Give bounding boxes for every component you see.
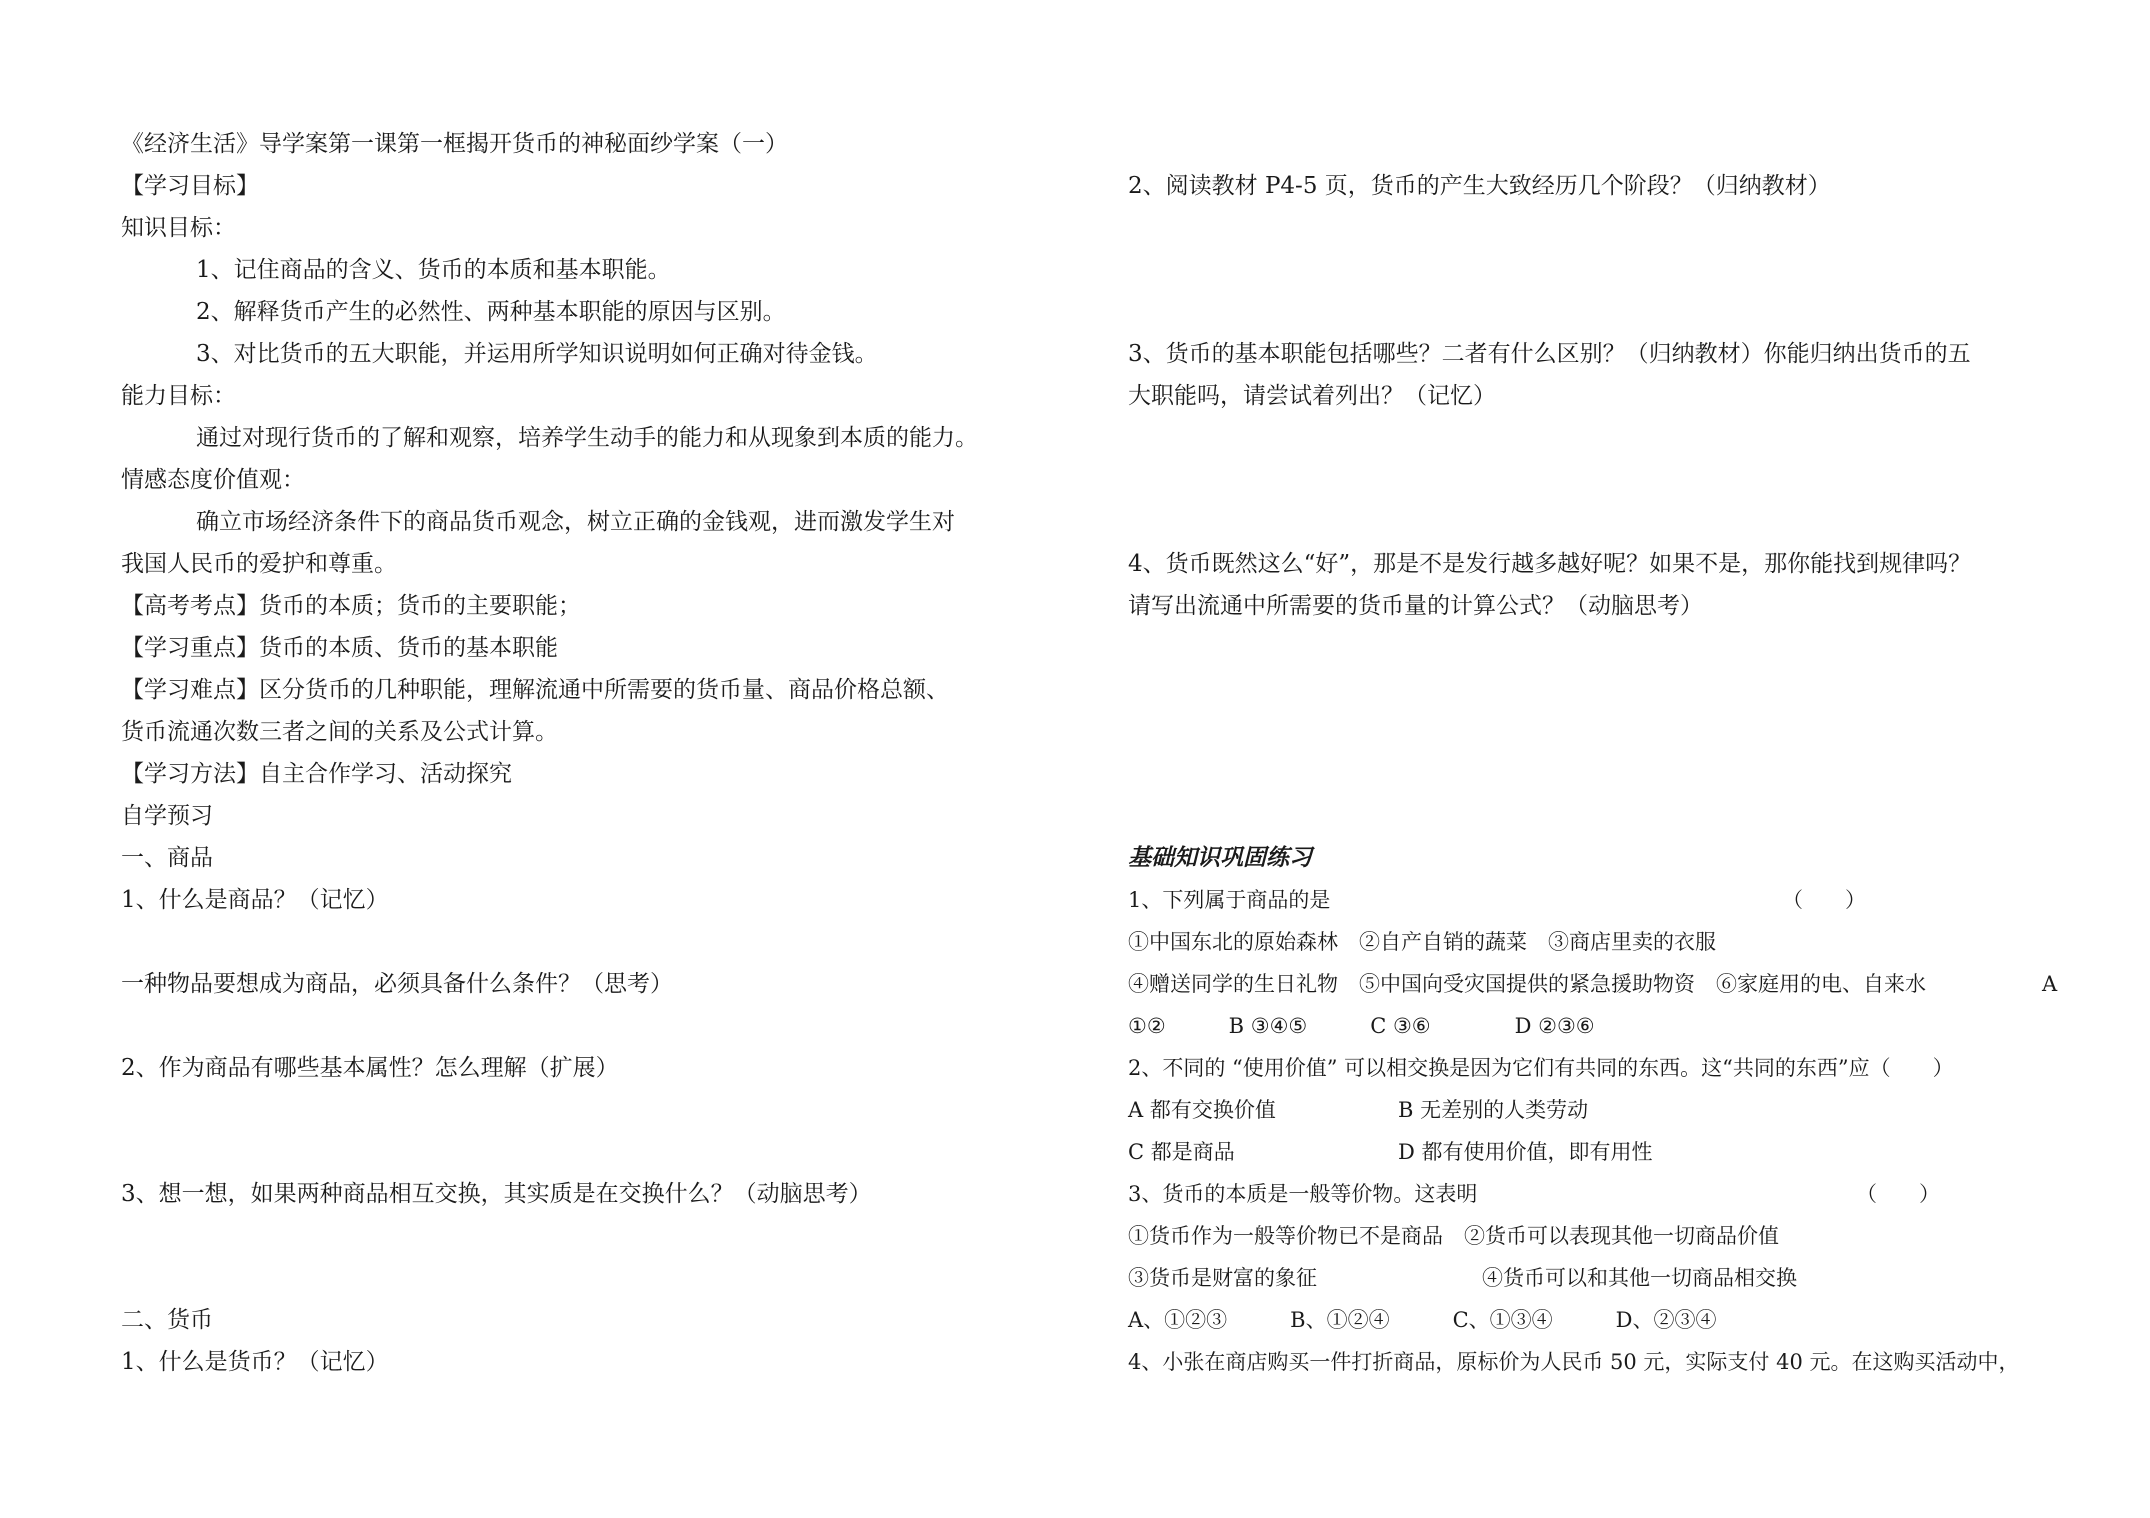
- answer-paren: （ ）: [1856, 1182, 1940, 1206]
- emotion-label: 情感态度价值观：: [121, 467, 305, 493]
- section-heading: 二、货币: [121, 1307, 213, 1333]
- exercise-choice: A 都有交换价值: [1128, 1098, 1276, 1122]
- practice-heading: 基础知识巩固练习: [1128, 844, 1312, 871]
- exercise-options: ④赠送同学的生日礼物 ⑤中国向受灾国提供的紧急援助物资 ⑥家庭用的电、自来水: [1128, 972, 1926, 996]
- exam-points: 【高考考点】货币的本质；货币的主要职能；: [121, 593, 581, 619]
- question: 1、什么是货币？（记忆）: [121, 1349, 389, 1375]
- emotion-text: 确立市场经济条件下的商品货币观念，树立正确的金钱观，进而激发学生对: [196, 509, 955, 535]
- exercise-stem: 4、小张在商店购买一件打折商品，原标价为人民币 50 元，实际支付 40 元。在这购买活动中，: [1128, 1350, 2020, 1374]
- exercise-choice: D 都有使用价值，即有用性: [1398, 1140, 1653, 1164]
- question: 大职能吗，请尝试着列出？（记忆）: [1128, 383, 1496, 409]
- knowledge-label: 知识目标：: [121, 215, 236, 241]
- difficult-points: 货币流通次数三者之间的关系及公式计算。: [121, 719, 558, 745]
- question: 2、阅读教材 P4-5 页，货币的产生大致经历几个阶段？（归纳教材）: [1128, 173, 1831, 199]
- exercise-options: ③货币是财富的象征: [1128, 1266, 1317, 1290]
- question: 1、什么是商品？（记忆）: [121, 887, 389, 913]
- key-points: 【学习重点】货币的本质、货币的基本职能: [121, 635, 558, 661]
- exercise-options: ④货币可以和其他一切商品相交换: [1482, 1266, 1797, 1290]
- question: 3、货币的基本职能包括哪些？二者有什么区别？（归纳教材）你能归纳出货币的五: [1128, 341, 1971, 367]
- exercise-choice: A: [2042, 972, 2058, 996]
- preview-heading: 自学预习: [121, 803, 213, 829]
- question: 一种物品要想成为商品，必须具备什么条件？（思考）: [121, 971, 673, 997]
- exercise-options: ①货币作为一般等价物已不是商品 ②货币可以表现其他一切商品价值: [1128, 1224, 1779, 1248]
- ability-text: 通过对现行货币的了解和观察，培养学生动手的能力和从现象到本质的能力。: [196, 425, 978, 451]
- difficult-points: 【学习难点】区分货币的几种职能，理解流通中所需要的货币量、商品价格总额、: [121, 677, 949, 703]
- knowledge-item: 3、对比货币的五大职能，并运用所学知识说明如何正确对待金钱。: [196, 341, 878, 367]
- knowledge-item: 1、记住商品的含义、货币的本质和基本职能。: [196, 257, 671, 283]
- learning-method: 【学习方法】自主合作学习、活动探究: [121, 761, 512, 787]
- document-title: 《经济生活》导学案第一课第一框揭开货币的神秘面纱学案（一）: [121, 131, 788, 157]
- exercise-choice: B 无差别的人类劳动: [1398, 1098, 1589, 1122]
- exercise-stem: 1、下列属于商品的是: [1128, 888, 1331, 912]
- question: 请写出流通中所需要的货币量的计算公式？（动脑思考）: [1128, 593, 1703, 619]
- question: 3、想一想，如果两种商品相互交换，其实质是在交换什么？（动脑思考）: [121, 1181, 872, 1207]
- exercise-options: ①中国东北的原始森林 ②自产自销的蔬菜 ③商店里卖的衣服: [1128, 930, 1716, 954]
- answer-paren: （ ）: [1782, 888, 1866, 912]
- exercise-choices: A、①②③ B、①②④ C、①③④ D、②③④: [1128, 1308, 1717, 1332]
- exercise-choices: ①② B ③④⑤ C ③⑥ D ②③⑥: [1128, 1014, 1595, 1038]
- exercise-stem: 2、不同的 “使用价值” 可以相交换是因为它们有共同的东西。这“共同的东西”应（ ）: [1128, 1056, 1954, 1080]
- objectives-heading: 【学习目标】: [121, 173, 259, 199]
- question: 4、货币既然这么“好”，那是不是发行越多越好呢？如果不是，那你能找到规律吗？: [1128, 551, 1972, 577]
- question: 2、作为商品有哪些基本属性？怎么理解（扩展）: [121, 1055, 619, 1081]
- exercise-stem: 3、货币的本质是一般等价物。这表明: [1128, 1182, 1478, 1206]
- exercise-choice: C 都是商品: [1128, 1140, 1235, 1164]
- section-heading: 一、商品: [121, 845, 213, 871]
- ability-label: 能力目标：: [121, 383, 236, 409]
- knowledge-item: 2、解释货币产生的必然性、两种基本职能的原因与区别。: [196, 299, 786, 325]
- emotion-text: 我国人民币的爱护和尊重。: [121, 551, 397, 577]
